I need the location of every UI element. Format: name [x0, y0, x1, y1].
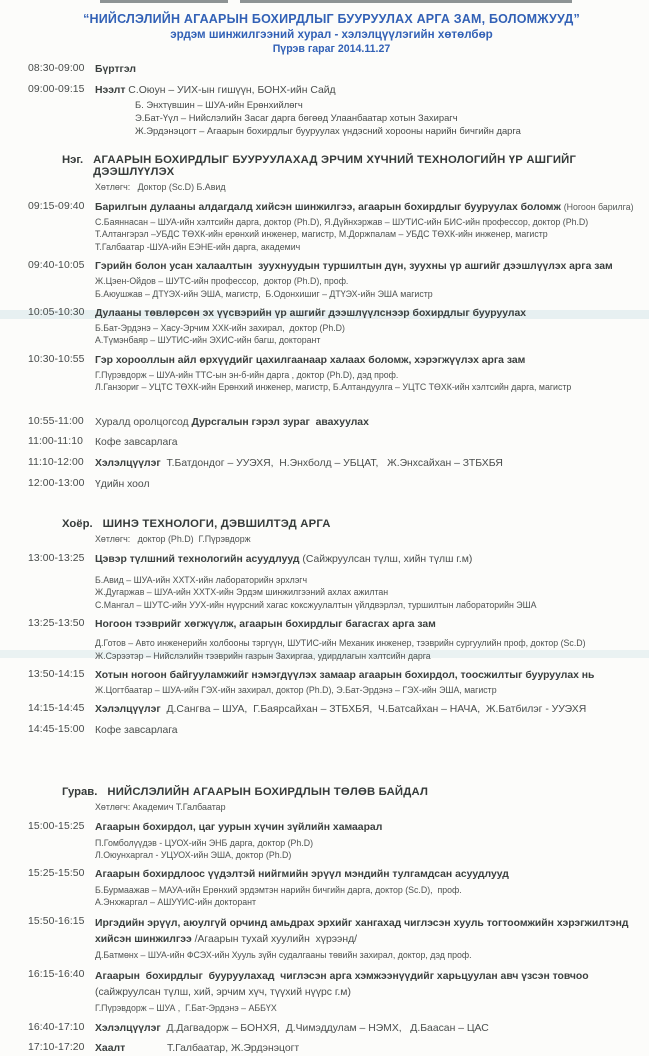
section-heading-line — [62, 518, 635, 530]
session-title: Хэлэлцүүлэг — [95, 1022, 161, 1034]
session-content — [95, 618, 635, 662]
time-range: 09:00-09:15 — [28, 83, 85, 95]
speaker-line: Б.Авид – ШУА-ийн ХХТХ-ийн лабораторийн эрхлэгч — [95, 575, 308, 586]
session-title: Хаалт — [95, 1043, 126, 1055]
section-heading — [28, 786, 635, 812]
schedule-row — [28, 307, 635, 347]
speaker-line: А.Түмэнбаяр – ШУТИС-ийн ЭХИС-ийн багш, докторант — [95, 335, 321, 346]
session-title: Дурсгалын гэрэл зураг авахуулах — [191, 416, 369, 428]
section-host: Хөтлөгч: Академич Т.Галбаатар — [95, 801, 226, 812]
speaker-line: Д.Готов – Авто инженерийн холбооны тэргүүн, ШУТИС-ийн Механик инженер, тээврийн сургуулийн проф, доктор (Sc.D) — [95, 638, 586, 649]
schedule-row — [28, 354, 635, 394]
time-range: 17:10-17:20 — [28, 1042, 85, 1054]
time-range: 14:45-15:00 — [28, 724, 85, 736]
speaker-line: Ж.Дугаржав – ШУА-ийн ХХТХ-ийн Эрдэм шинжилгээний ахлах ажилтан — [95, 587, 389, 598]
session-content — [95, 669, 635, 697]
time-range: 15:50-16:15 — [28, 915, 85, 927]
section-heading-line — [62, 786, 635, 798]
speaker-list — [95, 884, 635, 908]
session-title: Нээлт — [95, 84, 126, 96]
session-content — [95, 868, 635, 908]
time-range: 14:15-14:45 — [28, 703, 85, 715]
speaker-list — [95, 99, 635, 137]
time-range: 15:00-15:25 — [28, 820, 85, 832]
session-text: Т.Батдондог – УУЭХЯ, Н.Энхболд – УБЦАТ, Ж.Энхсайхан – ЗТБХБЯ — [160, 458, 503, 470]
section-number: Гурав. — [62, 785, 98, 798]
section-heading — [28, 518, 635, 544]
time-range: 10:30-10:55 — [28, 353, 85, 365]
speaker-line: Б.Бат-Эрдэнэ – Хасу-Эрчим ХХК-ийн захирал, доктор (Ph.D) — [95, 323, 345, 334]
session-title: Хотын ногоон байгууламжийг нэмэгдүүлэх замаар агаарын бохирдол, тоосжилтыг бууруулах нь — [95, 669, 595, 681]
session-content — [95, 63, 635, 77]
section-title: АГААРЫН БОХИРДЛЫГ БУУРУУЛАХАД ЭРЧИМ ХҮЧНИЙ ТЕХНОЛОГИЙН ҮР АШГИЙГ ДЭЭШЛҮҮЛЭХ — [93, 153, 577, 178]
page-subtitle: эрдэм шинжилгээний хурал - хэлэлцүүлэгийн хөтөлбөр — [170, 28, 493, 41]
speaker-list — [95, 216, 635, 252]
document-header — [28, 12, 635, 55]
section-number: Нэг. — [62, 153, 84, 166]
speaker-line: Д.Батмөнх – ШУА-ийн ФСЭХ-ийн Хууль зүйн судалгааны төвийн захирал, доктор, дэд проф. — [95, 950, 472, 961]
session-title: Бүртгэл — [95, 64, 136, 75]
session-content — [95, 478, 635, 492]
session-title: Агаарын бохирдлыг бууруулахад чиглэсэн арга хэмжээнүүдийг харьцуулан авч үзсэн товчоо — [95, 971, 592, 983]
speaker-line: Ж.Цогтбаатар – ШУА-ийн ГЭХ-ийн захирал, доктор (Ph.D), Э.Бат-Эрдэнэ – ГЭХ-ийн ЭША, магистр — [95, 685, 497, 696]
speaker-list — [95, 369, 635, 393]
speaker-line: С.Мангал – ШУТС-ийн УУХ-ийн нүүрсний хагас коксжуулалтын үйлдвэрлэл, туршилтын лабораторийн ЭША — [95, 599, 537, 610]
time-range: 10:05-10:30 — [28, 306, 85, 318]
session-title: Цэвэр түлшний технологийн асуудлууд — [95, 553, 303, 565]
session-text: С.Оюун – УИХ-ын гишүүн, БОНХ-ийн Сайд — [125, 84, 336, 96]
section-title: НИЙСЛЭЛИЙН АГААРЫН БОХИРДЛЫН ТӨЛӨВ БАЙДАЛ — [107, 785, 429, 798]
schedule-row — [28, 478, 635, 492]
session-title: Хэлэлцүүлэг — [95, 704, 161, 716]
session-content — [95, 703, 635, 717]
speaker-line: С.Баяннасан – ШУА-ийн хэлтсийн дарга, доктор (Ph.D), Я.Дүйнхэржав – ШУТИС-ийн БИС-ийн профессор, доктор (Ph.D) — [95, 217, 589, 228]
time-range: 09:15-09:40 — [28, 200, 85, 212]
session-content — [95, 1022, 635, 1036]
speaker-line: Б. Энхтүвшин – ШУА-ийн Ерөнхийлөгч — [135, 99, 303, 111]
schedule-row — [28, 436, 635, 450]
session-title: Хэлэлцүүлэг — [95, 458, 161, 470]
schedule-row — [28, 669, 635, 697]
time-range: 09:40-10:05 — [28, 259, 85, 271]
time-range: 16:15-16:40 — [28, 969, 85, 981]
session-title: Гэрийн болон усан халаалтын зуухнуудын туршилтын дүн, зуухны үр ашгийг дээшлүүлэх арга зам — [95, 260, 613, 272]
speaker-line: Б.Бурмаажав – МАУА-ийн Ерөнхий эрдэмтэн нарийн бичгийн дарга, доктор (Sc.D), проф. — [95, 884, 462, 895]
session-content — [95, 1042, 635, 1056]
session-content — [95, 436, 635, 450]
speaker-line: Ж.Сэрээтэр – Нийслэлийн тээврийн газрын Захиргаа, удирдлагын хэлтсийн дарга — [95, 650, 431, 661]
schedule-row — [28, 969, 635, 1014]
speaker-line: Ж.Цэен-Ойдов – ШУТС-ийн профессор, доктор (Ph.D), проф. — [95, 276, 349, 287]
session-title: Иргэдийн эрүүл, аюулгүй орчинд амьдрах эрхийг хангахад чиглэсэн хууль тогтоомжийн хэрэгжилтэнд хийсэн шинжилгээ — [95, 917, 632, 945]
session-content — [95, 354, 635, 394]
speaker-line: Л.Ганзориг – УЦТС ТӨХК-ийн Ерөнхий инженер, магистр, Б.Алтандуулга – УЦТС ТӨХК-ийн хэлтсийн дарга, магистр — [95, 382, 572, 393]
session-text: Үдийн хоол — [95, 478, 150, 490]
schedule-row — [28, 703, 635, 717]
time-range: 13:00-13:25 — [28, 552, 85, 564]
session-content — [95, 916, 635, 961]
time-range: 08:30-09:00 — [28, 63, 85, 74]
schedule-row — [28, 416, 635, 430]
schedule-row — [28, 201, 635, 253]
schedule-row — [28, 84, 635, 138]
section-number: Хоёр. — [62, 517, 93, 530]
speaker-line: А.Энхжаргал – АШУҮИС-ийн докторант — [95, 896, 256, 907]
section-host: Хөтлөгч: доктор (Ph.D) Г.Пүрэвдорж — [95, 533, 251, 544]
schedule-row — [28, 724, 635, 738]
schedule-row — [28, 868, 635, 908]
session-content — [95, 201, 635, 253]
section-heading-line — [62, 154, 635, 178]
speaker-list — [95, 1002, 635, 1014]
session-text: Д.Дагвадорж – БОНХЯ, Д.Чимэддулам – НЭМХ, Д.Баасан – ЦАС — [160, 1022, 489, 1034]
session-content — [95, 724, 635, 738]
page-date: Пүрэв гараг 2014.11.27 — [272, 43, 391, 55]
schedule-row — [28, 1022, 635, 1036]
schedule-row — [28, 1042, 635, 1056]
schedule-row — [28, 916, 635, 961]
session-title: Ногоон тээврийг хөгжүүлж, агаарын бохирдлыг багасгах арга зам — [95, 618, 436, 630]
session-content — [95, 260, 635, 300]
section-heading — [28, 154, 635, 192]
speaker-line: Э.Бат-Үүл – Нийслэлийн Засаг дарга бөгөөд Улаанбаатар хотын Захирагч — [135, 112, 458, 124]
session-text: (Сайжруулсан түлш, хийн түлш г.м) — [302, 553, 473, 565]
speaker-list — [95, 322, 635, 346]
session-text: Кофе завсарлага — [95, 725, 178, 737]
speaker-line: П.Гомболүүдэв - ЦУОХ-ийн ЭНБ дарга, доктор (Ph.D) — [95, 837, 313, 848]
schedule — [28, 63, 635, 1056]
time-range: 10:55-11:00 — [28, 415, 84, 427]
session-title: Гэр хорооллын айл өрхүүдийг цахилгаанаар халаах боломж, хэрэгжүүлэх арга зам — [95, 354, 526, 366]
schedule-row — [28, 821, 635, 861]
time-range: 11:10-12:00 — [28, 457, 84, 469]
section-title: ШИНЭ ТЕХНОЛОГИ, ДЭВШИЛТЭД АРГА — [102, 517, 331, 530]
speaker-line: Г.Пүрэвдорж – ШУА-ийн ТТС-ын эн-б-ийн дарга , доктор (Ph.D), дэд проф. — [95, 370, 399, 381]
speaker-line: Л.Оюунхаргал - УЦУОХ-ийн ЭША, доктор (Ph.D) — [95, 849, 292, 860]
session-text: (сайжруулсан түлш, хий, эрчим хүч, түүхий нүүрс г.м) — [95, 986, 351, 998]
speaker-list — [95, 949, 635, 961]
schedule-row — [28, 618, 635, 662]
schedule-row — [28, 553, 635, 611]
session-text: Т.Галбаатар, Ж.Эрдэнэцогт — [167, 1043, 300, 1055]
time-range: 13:50-14:15 — [28, 668, 85, 680]
speaker-list — [95, 574, 635, 610]
time-range: 11:00-11:10 — [28, 436, 84, 448]
speaker-line: Г.Пүрэвдорж – ШУА , Г.Бат-Эрдэнэ – АББҮХ — [95, 1003, 277, 1014]
schedule-row — [28, 63, 635, 77]
session-title: Барилгын дулааны алдагдалд хийсэн шинжилгээ, агаарын бохирдлыг бууруулах боломж — [95, 201, 564, 213]
time-range: 15:25-15:50 — [28, 867, 85, 879]
session-title: Дулааны төвлөрсөн эх үүсвэрийн үр ашгийг дээшлүүлснээр бохирдлыг бууруулах — [95, 307, 527, 319]
session-text: /Агаарын тухай хуулийн хүрээнд/ — [194, 933, 358, 945]
session-content — [95, 307, 635, 347]
speaker-list — [95, 275, 635, 299]
time-range: 13:25-13:50 — [28, 617, 85, 629]
session-content — [95, 553, 635, 611]
session-text: Д.Сангва – ШУА, Г.Баярсайхан – ЗТБХБЯ, Ч.Батсайхан – НАЧА, Ж.Батбилэг - УУЭХЯ — [160, 704, 587, 716]
time-range: 16:40-17:10 — [28, 1021, 85, 1033]
session-content — [95, 969, 635, 1014]
session-content — [95, 457, 635, 471]
schedule-row — [28, 260, 635, 300]
time-range: 12:00-13:00 — [28, 477, 85, 489]
page-title: “НИЙСЛЭЛИЙН АГААРЫН БОХИРДЛЫГ БУУРУУЛАХ АРГА ЗАМ, БОЛОМЖУУД” — [83, 12, 580, 26]
speaker-line: Ж.Эрдэнэцогт – Агаарын бохирдлыг бууруулах үндэсний хорооны нарийн бичгийн дарга — [135, 124, 521, 136]
session-text: Кофе завсарлага — [95, 437, 178, 449]
speaker-list — [95, 837, 635, 861]
speaker-line: Т.Алтангэрэл –УБДС ТӨХК-ийн ерөнхий инженер, магистр, М.Доржпалам – УБДС ТӨХК-ийн инженер, магистр — [95, 229, 548, 240]
session-title: Агаарын бохирдол, цаг уурын хүчин зүйлийн хамаарал — [95, 821, 383, 833]
schedule-row — [28, 457, 635, 471]
speaker-list — [95, 637, 635, 661]
speaker-line: Т.Галбаатар -ШУА-ийн ЕЭНЕ-ийн дарга, академич — [95, 241, 301, 252]
session-content — [95, 821, 635, 861]
speaker-line: Б.Аюушжав – ДТҮЭХ-ийн ЭША, магистр, Б.Одонхишиг – ДТҮЭХ-ийн ЭША магистр — [95, 288, 433, 299]
session-title: Агаарын бохирдлоос үүдэлтэй нийгмийн эрүүл мэндийн тулгамдсан асуудлууд — [95, 868, 509, 880]
speaker-list — [95, 684, 635, 696]
session-note: (Ногоон барилга) — [563, 201, 634, 212]
section-host: Хөтлөгч: Доктор (Sc.D) Б.Авид — [95, 181, 226, 192]
session-content — [95, 84, 635, 138]
session-content — [95, 416, 635, 430]
session-text-prefix: Хуралд оролцогсод — [95, 416, 192, 428]
